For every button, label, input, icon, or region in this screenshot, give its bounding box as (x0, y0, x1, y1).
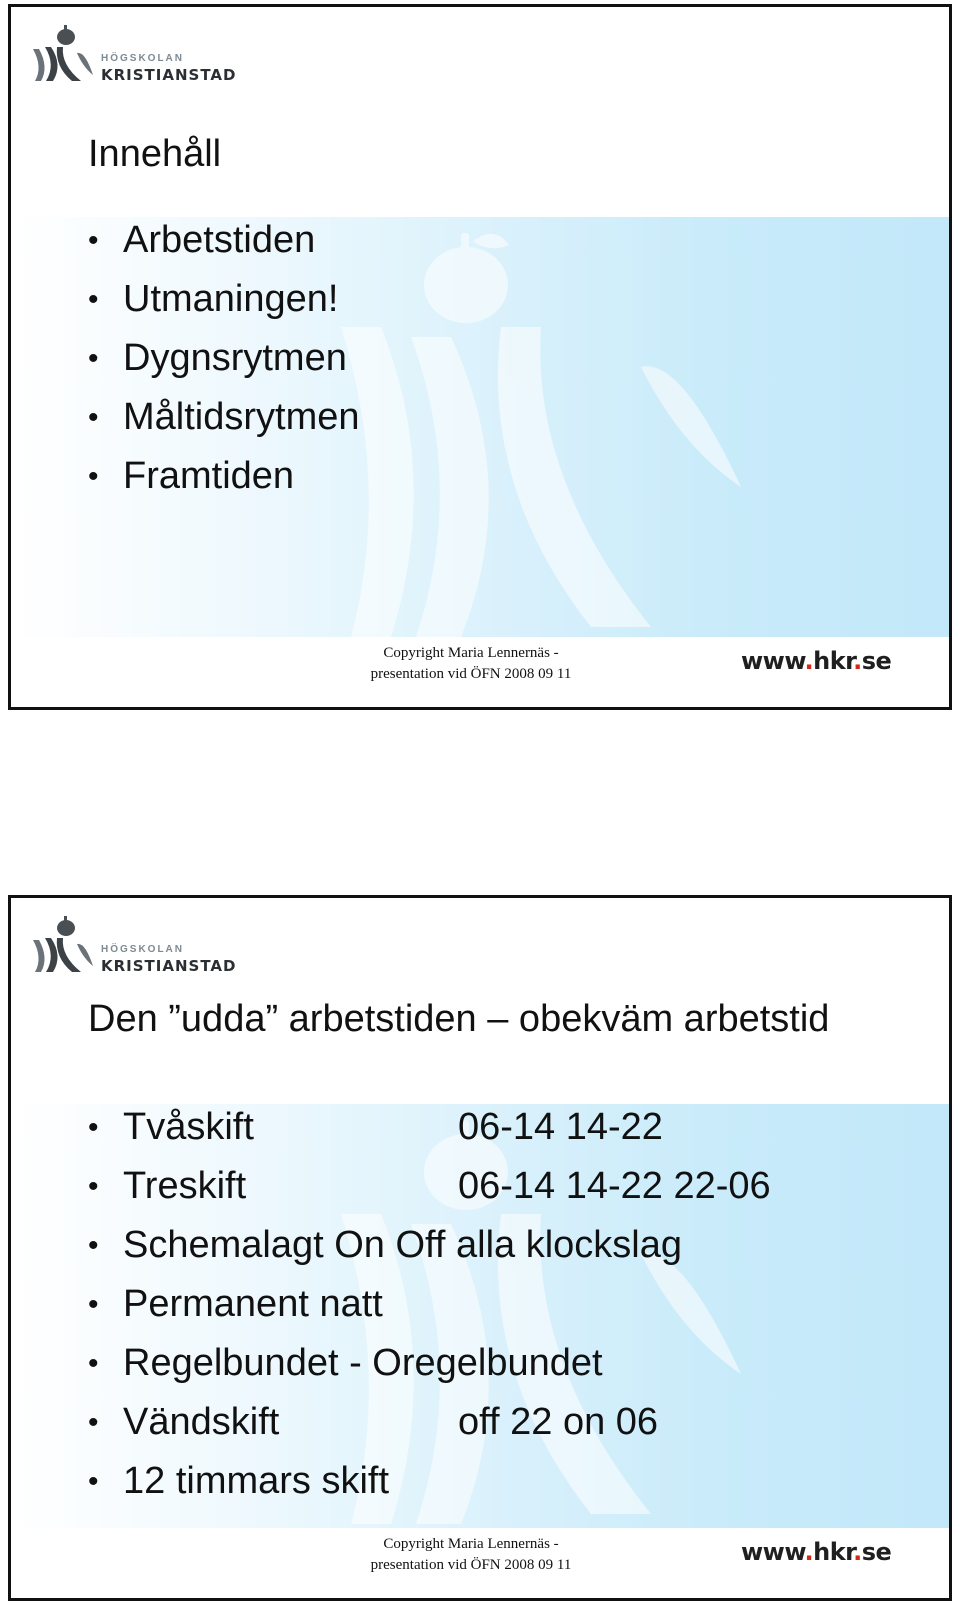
logo (33, 914, 253, 976)
list-item (88, 211, 360, 270)
list-item (88, 1275, 682, 1334)
slide-title: Den ”udda” arbetstiden – obekväm arbetstid (88, 998, 830, 1040)
bullet-text: Vändskift (123, 1401, 280, 1443)
bullet-text: Tvåskift (123, 1106, 254, 1148)
bullet-list (88, 1098, 771, 1511)
url-part: www (741, 1538, 805, 1566)
list-item (88, 1098, 682, 1157)
list-item (88, 1334, 682, 1393)
bullet-dot-icon: • (88, 460, 99, 493)
bullet-dot-icon: • (88, 1347, 99, 1380)
footer-copyright-line1: Copyright Maria Lennernäs - (383, 1536, 559, 1552)
list-item (88, 447, 360, 506)
slide-title: Innehåll (88, 133, 222, 175)
footer-copyright-line2: presentation vid ÖFN 2008 09 11 (370, 666, 572, 682)
bullet-text: Schemalagt On Off alla klockslag (123, 1224, 683, 1266)
url-separator: . (853, 1538, 862, 1566)
url-part: se (861, 647, 892, 675)
footer-copyright (351, 643, 591, 685)
bullet-dot-icon: • (88, 1111, 99, 1144)
bullet-text: Arbetstiden (123, 219, 316, 261)
shift-times: off 22 on 06 (458, 1401, 659, 1443)
bullet-dot-icon: • (88, 1229, 99, 1262)
url-part: www (741, 647, 805, 675)
list-item (88, 329, 360, 388)
footer-copyright-line2: presentation vid ÖFN 2008 09 11 (370, 1557, 572, 1573)
list-item (88, 270, 360, 329)
footer-copyright-line1: Copyright Maria Lennernäs - (383, 645, 559, 661)
slide-1 (8, 4, 952, 710)
footer-url-link[interactable] (741, 647, 891, 675)
logo-text-top: HÖGSKOLAN (101, 53, 184, 64)
bullet-text: Regelbundet - Oregelbundet (123, 1342, 603, 1384)
footer-copyright (351, 1534, 591, 1576)
bullet-dot-icon: • (88, 224, 99, 257)
bullet-text: Dygnsrytmen (123, 337, 347, 379)
apple-watermark-icon (341, 217, 952, 637)
url-separator: . (804, 1538, 814, 1566)
bullet-list (88, 211, 360, 506)
bullet-dot-icon: • (88, 1465, 99, 1498)
url-separator: . (853, 647, 862, 675)
logo-text-bottom: KRISTIANSTAD (101, 66, 237, 84)
bullet-text: Måltidsrytmen (123, 396, 360, 438)
bullet-dot-icon: • (88, 342, 99, 375)
bullet-dot-icon: • (88, 1170, 99, 1203)
url-separator: . (804, 647, 814, 675)
bullet-dot-icon: • (88, 283, 99, 316)
logo-text-bottom: KRISTIANSTAD (101, 957, 237, 975)
url-part: hkr (813, 1538, 854, 1566)
university-logo-icon (33, 914, 97, 974)
shift-times: 06-14 14-22 (458, 1106, 663, 1148)
bullet-text: Utmaningen! (123, 278, 339, 320)
slide-2 (8, 895, 952, 1601)
university-logo-icon (33, 23, 97, 83)
bullet-text: 12 timmars skift (123, 1460, 390, 1502)
logo-text-top: HÖGSKOLAN (101, 944, 184, 955)
footer-url-link[interactable] (741, 1538, 891, 1566)
bullet-text: Treskift (123, 1165, 247, 1207)
bullet-dot-icon: • (88, 1406, 99, 1439)
url-part: se (861, 1538, 892, 1566)
list-item (88, 1393, 682, 1452)
list-item (88, 388, 360, 447)
bullet-dot-icon: • (88, 1288, 99, 1321)
list-item (88, 1452, 682, 1511)
list-item (88, 1216, 682, 1275)
url-part: hkr (813, 647, 854, 675)
bullet-text: Permanent natt (123, 1283, 383, 1325)
list-item (88, 1157, 771, 1216)
logo (33, 23, 253, 85)
bullet-text: Framtiden (123, 455, 295, 497)
shift-times: 06-14 14-22 22-06 (458, 1165, 771, 1207)
bullet-dot-icon: • (88, 401, 99, 434)
